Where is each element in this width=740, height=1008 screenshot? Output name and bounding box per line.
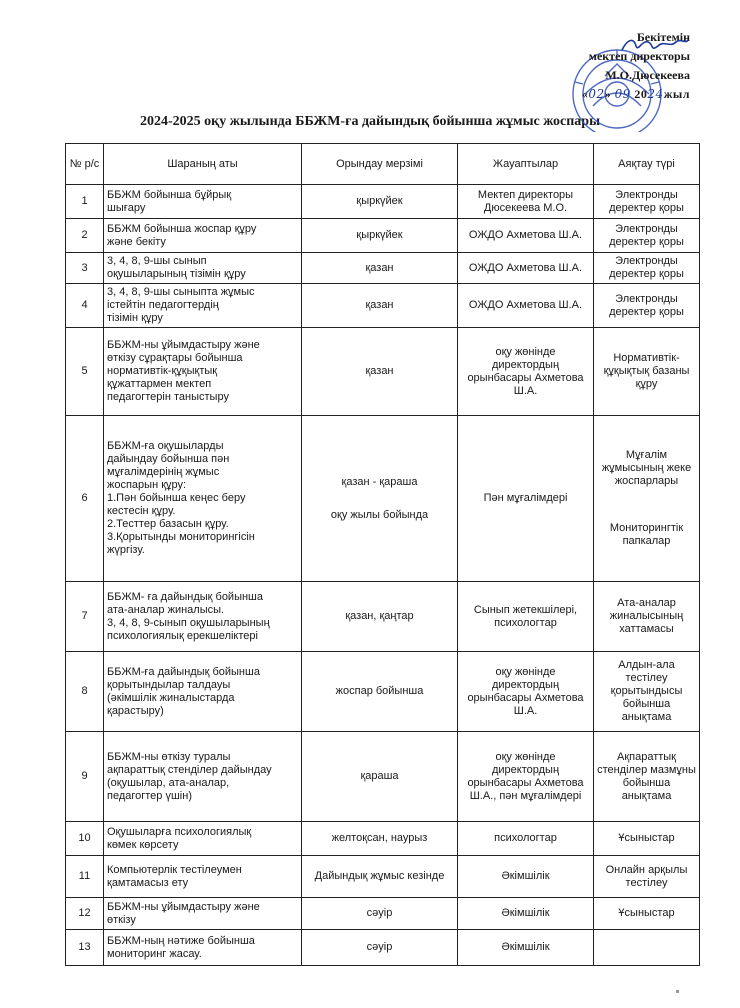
header-completion-form: Аяқтау түрі bbox=[594, 144, 700, 185]
event-name-line: нормативтік-құқықтық bbox=[107, 365, 218, 377]
event-name-line: 2.Тесттер базасын құру. bbox=[107, 518, 229, 530]
event-name-line: 3, 4, 8, 9-сынып оқушыларының bbox=[107, 616, 270, 629]
deadline-text: қазан bbox=[365, 365, 394, 377]
event-name bbox=[104, 898, 302, 930]
deadline-text: сәуір bbox=[366, 941, 393, 953]
event-name-line: Компьютерлік тестілеумен bbox=[107, 863, 242, 876]
event-name-line: көмек көрсету bbox=[107, 838, 179, 851]
responsible: ОЖДО Ахметова Ш.А. bbox=[458, 284, 594, 328]
row-number: 7 bbox=[66, 582, 104, 652]
completion-form-text: Ақпараттық стендiлер мазмұны бойынша анықтама bbox=[597, 750, 696, 802]
responsible: оқу жөнінде директордың орынбасары Ахметова Ш.А., пән мұғалімдері bbox=[458, 732, 594, 822]
event-name-line: 3, 4, 8, 9-шы сыныпта жұмыс bbox=[107, 286, 255, 298]
event-name-line: ББЖМ бойынша жоспар құру bbox=[107, 222, 257, 235]
header-deadline: Орындау мерзімі bbox=[302, 144, 458, 185]
row-number: 12 bbox=[66, 898, 104, 930]
event-name-line: ББЖМ-ға дайындық бойынша bbox=[107, 665, 260, 678]
event-name bbox=[104, 185, 302, 219]
deadline bbox=[302, 416, 458, 582]
event-name-line: ББЖМ-ны өткізу туралы bbox=[107, 750, 231, 763]
event-name bbox=[104, 328, 302, 416]
event-name-line: құжаттармен мектеп bbox=[107, 378, 212, 390]
event-name-line: педагогтерін таныстыру bbox=[107, 391, 229, 403]
completion-form bbox=[594, 652, 700, 732]
responsible: психологтар bbox=[458, 822, 594, 856]
deadline bbox=[302, 856, 458, 898]
row-number: 10 bbox=[66, 822, 104, 856]
event-name-line: ББЖМ-ны ұйымдастыру және bbox=[107, 339, 260, 351]
completion-form bbox=[594, 416, 700, 582]
event-name-line: 1.Пән бойынша кеңес беру bbox=[107, 492, 246, 504]
event-name-line: ББЖМ-ға оқушыларды bbox=[107, 440, 224, 452]
header-event-name: Шараның аты bbox=[104, 144, 302, 185]
event-name-line: және бекіту bbox=[107, 235, 166, 248]
completion-form bbox=[594, 856, 700, 898]
responsible: Әкімшілік bbox=[458, 856, 594, 898]
completion-form-text-2: Мониторингтік папкалар bbox=[609, 522, 684, 547]
row-number: 1 bbox=[66, 185, 104, 219]
completion-form bbox=[594, 328, 700, 416]
table-row bbox=[66, 416, 700, 582]
deadline bbox=[302, 898, 458, 930]
row-number: 8 bbox=[66, 652, 104, 732]
deadline bbox=[302, 284, 458, 328]
deadline-text: қыркүйек bbox=[356, 195, 403, 207]
table-header-row bbox=[66, 144, 700, 185]
work-plan-table bbox=[65, 143, 700, 966]
event-name-line: педагогтер үшін) bbox=[107, 789, 192, 802]
deadline-text: қазан bbox=[365, 299, 394, 311]
completion-form bbox=[594, 219, 700, 253]
responsible: оқу жөнінде директордың орынбасары Ахметова Ш.А. bbox=[458, 652, 594, 732]
row-number: 3 bbox=[66, 253, 104, 284]
deadline-text: қазан - қараша bbox=[341, 475, 418, 488]
event-name-line: ақпараттық стенділер дайындау bbox=[107, 763, 272, 776]
event-name-line: қарастыру) bbox=[107, 704, 164, 717]
event-name bbox=[104, 822, 302, 856]
table-row bbox=[66, 732, 700, 822]
completion-form-text: Электронды деректер қоры bbox=[609, 222, 684, 248]
completion-form-text: Ұсыныстар bbox=[618, 832, 675, 844]
deadline-text: қыркүйек bbox=[356, 229, 403, 241]
event-name bbox=[104, 284, 302, 328]
director-name: М.О.Дюсекеева bbox=[605, 68, 690, 82]
completion-form-text: Онлайн арқылы тестілеу bbox=[605, 863, 688, 889]
row-number: 4 bbox=[66, 284, 104, 328]
header-responsible: Жауаптылар bbox=[458, 144, 594, 185]
deadline-text: қазан bbox=[365, 261, 394, 274]
event-name-line: ББЖМ-ның нәтиже бойынша bbox=[107, 934, 255, 947]
event-name-line: Оқушыларға психологиялық bbox=[107, 825, 252, 838]
row-number: 5 bbox=[66, 328, 104, 416]
deadline-text: сәуір bbox=[366, 907, 393, 919]
event-name-line: ББЖМ бойынша бұйрық bbox=[107, 188, 232, 201]
event-name bbox=[104, 219, 302, 253]
event-name-line: ББЖМ-ны ұйымдастыру және bbox=[107, 900, 260, 913]
event-name-line: мониторинг жасау. bbox=[107, 947, 202, 960]
completion-form bbox=[594, 930, 700, 966]
page-mark bbox=[676, 990, 679, 993]
deadline-text: желтоқсан, наурыз bbox=[331, 832, 428, 844]
completion-form bbox=[594, 898, 700, 930]
table-row bbox=[66, 898, 700, 930]
row-number: 2 bbox=[66, 219, 104, 253]
event-name bbox=[104, 582, 302, 652]
deadline-text: қазан, қаңтар bbox=[345, 610, 414, 622]
event-name-line: қамтамасыз ету bbox=[107, 876, 189, 889]
event-name-line: істейтін педагогтердің bbox=[107, 299, 219, 311]
row-number: 6 bbox=[66, 416, 104, 582]
table-row bbox=[66, 930, 700, 966]
table-row bbox=[66, 253, 700, 284]
deadline-text-2: оқу жылы бойында bbox=[330, 508, 429, 521]
completion-form-text: Электронды деректер қоры bbox=[609, 188, 684, 214]
event-name-line: жүргізу. bbox=[107, 544, 145, 556]
table-row bbox=[66, 328, 700, 416]
event-name-line: 3, 4, 8, 9-шы сынып bbox=[107, 255, 207, 267]
deadline-text: Дайындық жұмыс кезінде bbox=[314, 870, 445, 882]
event-name bbox=[104, 732, 302, 822]
event-name-line: шығару bbox=[107, 201, 146, 214]
deadline bbox=[302, 652, 458, 732]
event-name-line: (оқушылар, ата-аналар, bbox=[107, 776, 230, 789]
event-name-line: қорытындылар талдауы bbox=[107, 678, 231, 691]
event-name bbox=[104, 652, 302, 732]
approval-date: «02» 09 2024жыл bbox=[581, 87, 690, 101]
completion-form-text: Электронды деректер қоры bbox=[609, 255, 684, 280]
deadline bbox=[302, 328, 458, 416]
responsible: Мектеп директоры Дюсекеева М.О. bbox=[458, 185, 594, 219]
table-row bbox=[66, 856, 700, 898]
event-name bbox=[104, 930, 302, 966]
responsible: ОЖДО Ахметова Ш.А. bbox=[458, 219, 594, 253]
deadline bbox=[302, 930, 458, 966]
event-name-line: тізімін құру bbox=[107, 312, 163, 324]
deadline bbox=[302, 582, 458, 652]
completion-form-text: Ұсыныстар bbox=[618, 907, 675, 919]
approve-word: Бекітемін bbox=[636, 30, 690, 44]
row-number: 11 bbox=[66, 856, 104, 898]
event-name-line: 3.Қорытынды мониторингісін bbox=[107, 531, 255, 543]
row-number: 13 bbox=[66, 930, 104, 966]
deadline-text: жоспар бойынша bbox=[335, 685, 424, 697]
table-row bbox=[66, 582, 700, 652]
completion-form bbox=[594, 253, 700, 284]
completion-form bbox=[594, 732, 700, 822]
director-position: мектеп директоры bbox=[588, 49, 690, 63]
event-name bbox=[104, 416, 302, 582]
completion-form bbox=[594, 822, 700, 856]
date-year: 24 bbox=[647, 87, 664, 101]
deadline-text: қараша bbox=[360, 770, 399, 782]
event-name-line: психологиялық ерекшеліктері bbox=[107, 629, 258, 642]
table-row bbox=[66, 284, 700, 328]
deadline bbox=[302, 185, 458, 219]
event-name-line: ата-аналар жиналысы. bbox=[107, 603, 225, 616]
responsible: Сынып жетекшілері, психологтар bbox=[458, 582, 594, 652]
completion-form-text: Алдын-ала тестілеу қорытындысы бойынша анықтама bbox=[610, 659, 683, 723]
completion-form-text: Ата-аналар жиналысының хаттамасы bbox=[609, 597, 684, 635]
event-name bbox=[104, 856, 302, 898]
completion-form-text: Нормативтік-құқықтық базаны құру bbox=[603, 352, 690, 390]
responsible: Әкімшілік bbox=[458, 930, 594, 966]
date-day: 02 bbox=[588, 87, 605, 101]
table-row bbox=[66, 822, 700, 856]
completion-form-text: Электронды деректер қоры bbox=[609, 292, 684, 318]
responsible: ОЖДО Ахметова Ш.А. bbox=[458, 253, 594, 284]
date-month: 09 bbox=[614, 87, 631, 101]
event-name-line: жоспарын құру: bbox=[107, 479, 187, 491]
completion-form bbox=[594, 284, 700, 328]
deadline bbox=[302, 822, 458, 856]
event-name-line: өткізу сұрақтары бойынша bbox=[107, 352, 243, 364]
row-number: 9 bbox=[66, 732, 104, 822]
event-name-line: өткізу bbox=[107, 913, 136, 926]
event-name-line: ББЖМ- ға дайындық бойынша bbox=[107, 590, 264, 603]
header-number: № р/с bbox=[66, 144, 104, 185]
responsible: Пән мұғалімдері bbox=[458, 416, 594, 582]
completion-form bbox=[594, 185, 700, 219]
completion-form-text: Мұғалім жұмысының жеке жоспарлары bbox=[601, 449, 692, 487]
director-signature-icon bbox=[620, 34, 690, 56]
table-row bbox=[66, 219, 700, 253]
event-name bbox=[104, 253, 302, 284]
event-name-line: мұғалімдерінің жұмыс bbox=[107, 466, 220, 478]
table-row bbox=[66, 185, 700, 219]
event-name-line: дайындау бойынша пән bbox=[107, 453, 230, 465]
event-name-line: кестесін құру. bbox=[107, 505, 176, 517]
event-name-line: (әкімшілік жиналыстарда bbox=[107, 691, 235, 704]
deadline bbox=[302, 219, 458, 253]
deadline bbox=[302, 253, 458, 284]
table-row bbox=[66, 652, 700, 732]
responsible: Әкімшілік bbox=[458, 898, 594, 930]
event-name-line: оқушыларының тізімін құру bbox=[107, 268, 246, 280]
document-title: 2024-2025 оқу жылында ББЖМ-ға дайындық бойынша жұмыс жоспары bbox=[139, 114, 601, 129]
completion-form bbox=[594, 582, 700, 652]
deadline bbox=[302, 732, 458, 822]
responsible: оқу жөнінде директордың орынбасары Ахметова Ш.А. bbox=[458, 328, 594, 416]
